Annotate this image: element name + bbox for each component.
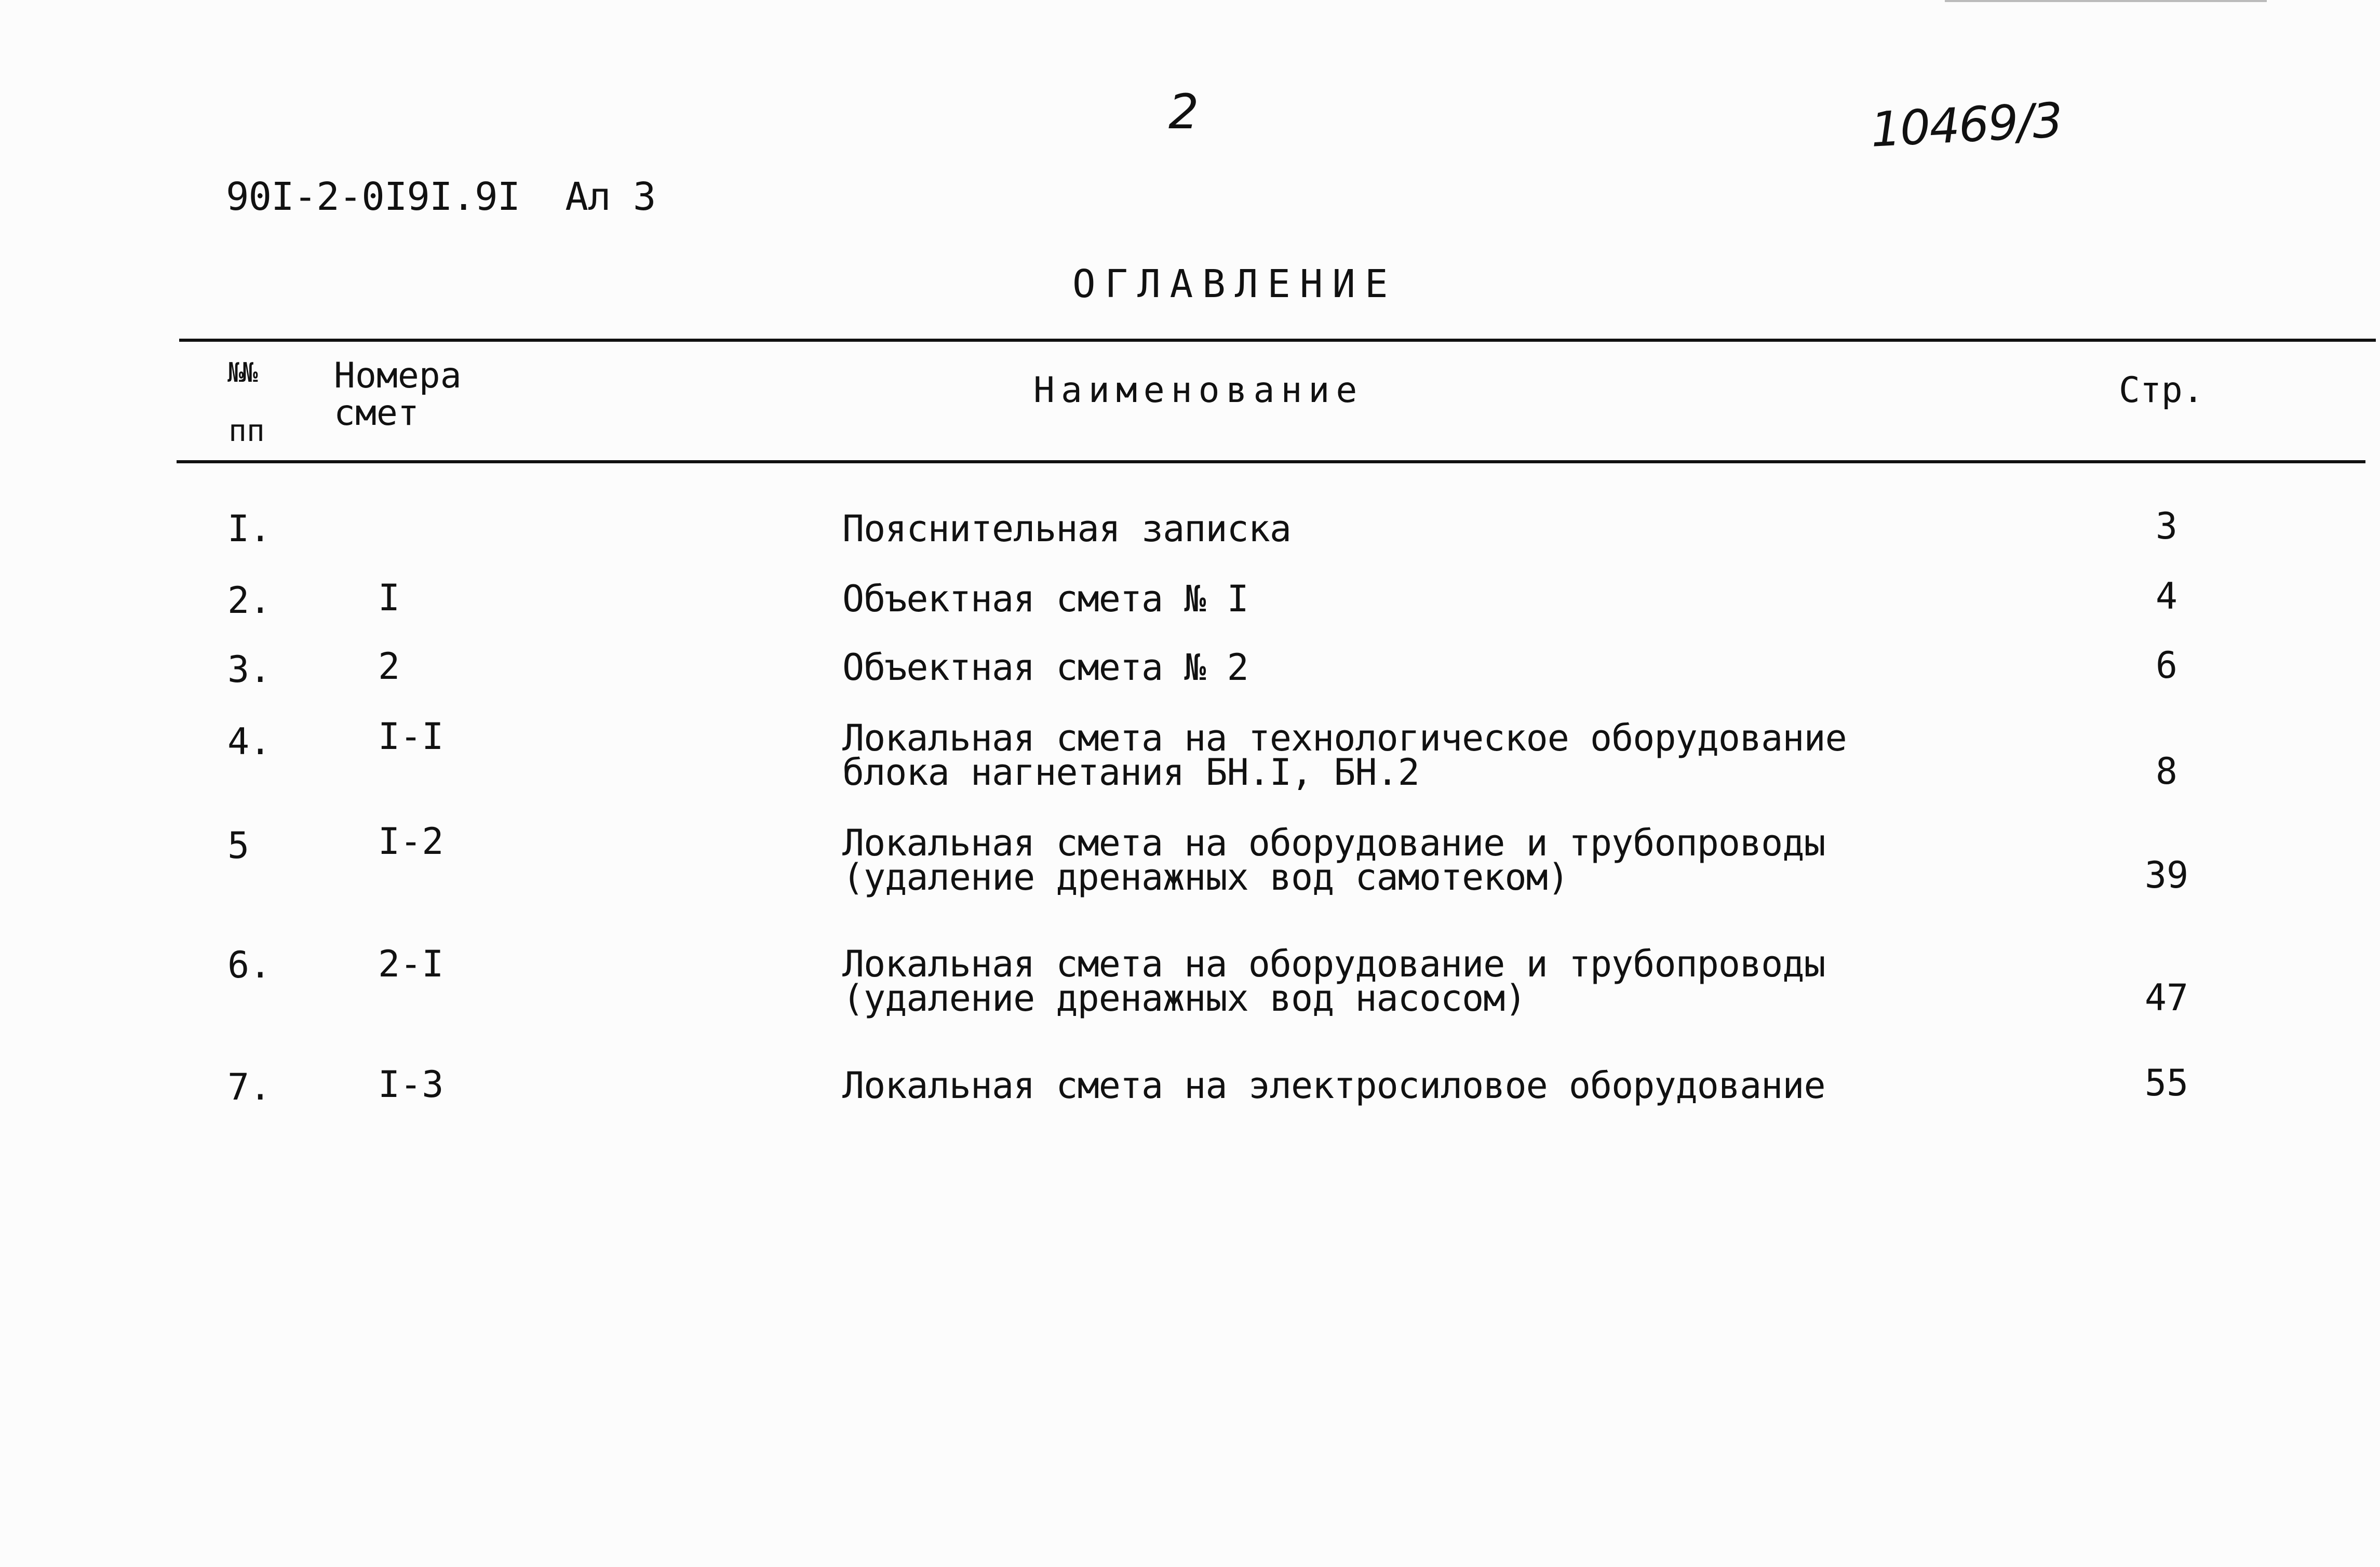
table-header-rule	[177, 460, 2365, 463]
row-page: 4	[2155, 575, 2178, 618]
column-header-name: Наименование	[1033, 370, 1364, 411]
row-number: 6.	[227, 944, 272, 986]
row-number: I.	[227, 507, 272, 550]
row-page: 3	[2155, 505, 2178, 547]
inventory-number: 10469/3	[1869, 92, 2063, 158]
row-code: I-2	[378, 820, 444, 863]
column-header-codes: Номера смет	[334, 355, 462, 434]
row-code: 2	[378, 645, 400, 688]
table-top-rule	[179, 339, 2376, 342]
row-number: 2.	[227, 579, 272, 622]
row-number: 5	[227, 824, 250, 867]
row-code: 2-I	[378, 943, 444, 985]
row-name: Объектная смета № I	[842, 578, 1248, 620]
row-name: Локальная смета на электросиловое оборудование	[842, 1064, 1825, 1107]
row-page: 8	[2155, 750, 2178, 793]
row-name: Объектная смета № 2	[842, 646, 1248, 689]
column-header-page: Стр.	[2119, 370, 2204, 411]
row-page: 47	[2144, 976, 2189, 1019]
row-code: I	[378, 577, 400, 619]
row-code: I-3	[378, 1063, 444, 1106]
row-name: Локальная смета на оборудование и трубопроводы (удаление дренажных вод насосом)	[842, 943, 1825, 1020]
row-page: 39	[2144, 854, 2189, 896]
row-number: 3.	[227, 648, 272, 691]
row-page: 6	[2155, 644, 2178, 687]
row-code: I-I	[378, 715, 444, 758]
sheet-number: 2	[1168, 84, 1199, 140]
column-header-number: №№	[227, 357, 256, 389]
document-code: 90I-2-0I9I.9I Ал 3	[226, 175, 656, 219]
row-number: 4.	[227, 720, 272, 763]
row-name: Локальная смета на оборудование и трубопроводы (удаление дренажных вод самотеком)	[842, 822, 1825, 899]
top-edge-mark	[1945, 0, 2267, 2]
row-page: 55	[2144, 1062, 2189, 1104]
row-name: Пояснительная записка	[842, 507, 1292, 550]
page-title: ОГЛАВЛЕНИЕ	[1072, 262, 1397, 306]
row-number: 7.	[227, 1066, 272, 1108]
column-header-number-sub: пп	[228, 413, 265, 448]
row-name: Локальная смета на технологическое оборудование блока нагнетания БН.I, БН.2	[842, 717, 1847, 794]
